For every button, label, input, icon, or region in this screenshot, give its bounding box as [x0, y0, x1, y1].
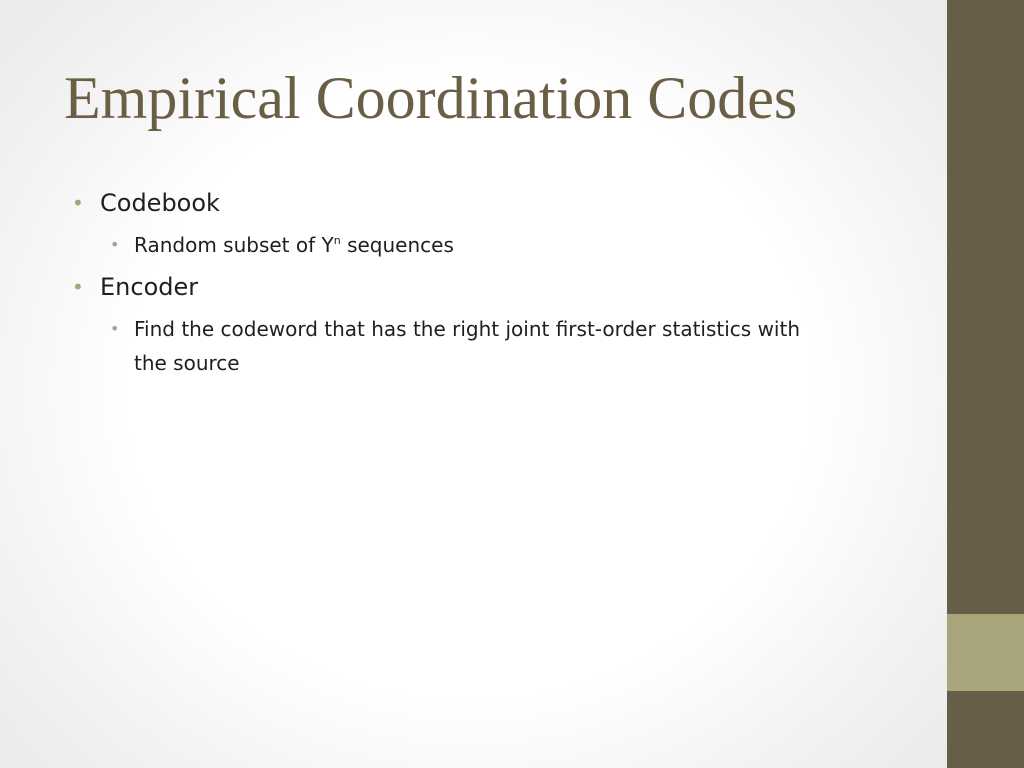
bullet-item-encoder [72, 270, 872, 304]
bullet-dot-icon: • [110, 235, 120, 254]
sub-bullet-text: Find the codeword that has the right joint first-order statistics with the source [134, 317, 800, 375]
bullet-item-codebook [72, 186, 872, 220]
sub-bullet-item-encoder [72, 312, 834, 380]
superscript: n [333, 234, 341, 247]
bullet-label: Codebook [100, 189, 220, 217]
slide-body [72, 186, 872, 388]
side-decoration-accent [947, 614, 1024, 691]
bullet-dot-icon: • [72, 191, 84, 215]
bullet-dot-icon: • [72, 275, 84, 299]
slide-title: Empirical Coordination Codes [64, 65, 798, 131]
bullet-label: Encoder [100, 273, 199, 301]
sub-bullet-item-codebook [72, 228, 834, 262]
bullet-dot-icon: • [110, 319, 120, 338]
sub-bullet-text: Random subset of $Y^n$ sequences [134, 233, 454, 257]
